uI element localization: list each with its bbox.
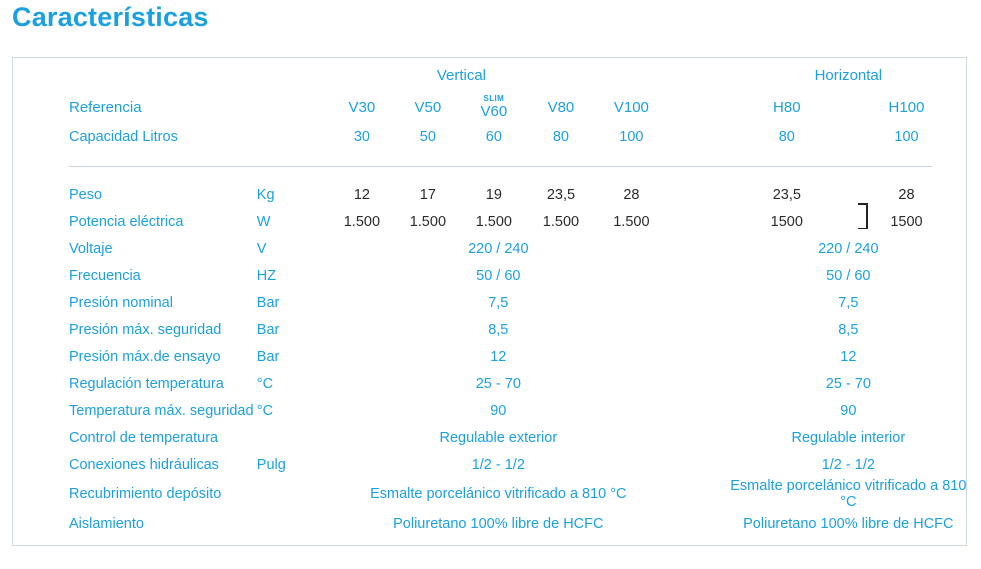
model-v30: V30 bbox=[348, 98, 376, 116]
table-row bbox=[13, 289, 968, 316]
cell-vertical-merged: 8,5 bbox=[488, 321, 509, 338]
model-v100: V100 bbox=[613, 98, 649, 116]
table-row bbox=[13, 397, 968, 424]
group-header-row bbox=[13, 58, 968, 92]
row-unit: V bbox=[256, 240, 267, 257]
cell-h100: 28 bbox=[898, 186, 915, 203]
row-label: Potencia eléctrica bbox=[69, 213, 184, 230]
cell-gap bbox=[668, 510, 728, 537]
cell-gap bbox=[668, 424, 728, 451]
row-unit: Bar bbox=[256, 294, 280, 311]
cell-vertical-merged: 220 / 240 bbox=[468, 240, 529, 257]
capacity-gap bbox=[668, 122, 728, 152]
capacity-row bbox=[13, 122, 968, 152]
row-label: Conexiones hidráulicas bbox=[69, 456, 219, 473]
row-unit: W bbox=[256, 213, 271, 230]
cell-h80: 1500 bbox=[770, 213, 803, 230]
capacity-label: Capacidad Litros bbox=[69, 129, 178, 145]
row-unit: Bar bbox=[256, 348, 280, 365]
row-label: Temperatura máx. seguridad bbox=[69, 402, 254, 419]
group-header-gap bbox=[668, 58, 728, 92]
slim-badge: SLIM bbox=[483, 93, 505, 103]
group-header-spacer-1 bbox=[328, 58, 395, 92]
row-label: Voltaje bbox=[69, 240, 113, 257]
table-row bbox=[13, 235, 968, 262]
spacer-cell-2 bbox=[13, 167, 968, 181]
row-label: Regulación temperatura bbox=[69, 375, 224, 392]
group-header-spacer-3 bbox=[594, 58, 668, 92]
cell-horizontal-merged: 12 bbox=[840, 348, 857, 365]
cell-horizontal-merged: 50 / 60 bbox=[826, 267, 871, 284]
table-row bbox=[13, 451, 968, 478]
cell-vertical-merged: Poliuretano 100% libre de HCFC bbox=[393, 515, 604, 532]
table-row bbox=[13, 424, 968, 451]
cell-horizontal-merged: 1/2 - 1/2 bbox=[821, 456, 875, 473]
cell-horizontal-merged: Poliuretano 100% libre de HCFC bbox=[743, 515, 954, 532]
capacity-h80: 80 bbox=[778, 129, 795, 145]
model-h80: H80 bbox=[773, 98, 801, 116]
row-label: Presión máx.de ensayo bbox=[69, 348, 221, 365]
row-unit: Bar bbox=[256, 321, 280, 338]
specifications-table bbox=[13, 58, 968, 537]
table-row bbox=[13, 478, 968, 510]
cell-v80: 23,5 bbox=[546, 186, 576, 203]
group-header-unit-empty bbox=[257, 58, 329, 92]
cell-vertical-merged: 90 bbox=[490, 402, 507, 419]
cell-vertical-merged: Esmalte porcelánico vitrificado a 810 °C bbox=[370, 486, 627, 502]
cell-gap bbox=[668, 343, 728, 370]
spacer-cell bbox=[13, 152, 968, 166]
spacer-after-divider bbox=[13, 167, 968, 181]
cell-horizontal-merged: 7,5 bbox=[838, 294, 859, 311]
capacity-v80: 80 bbox=[552, 129, 569, 145]
row-label: Presión máx. seguridad bbox=[69, 321, 222, 338]
cell-v30: 12 bbox=[353, 186, 370, 203]
row-unit bbox=[257, 424, 329, 451]
capacity-v30: 30 bbox=[353, 129, 370, 145]
cell-v60: 19 bbox=[485, 186, 502, 203]
row-label: Recubrimiento depósito bbox=[69, 486, 222, 502]
cell-v80: 1.500 bbox=[542, 213, 580, 230]
cell-h80: 23,5 bbox=[772, 186, 801, 203]
row-label: Aislamiento bbox=[69, 515, 144, 532]
cell-vertical-merged: 1/2 - 1/2 bbox=[471, 456, 525, 473]
cell-horizontal-merged: 220 / 240 bbox=[818, 240, 879, 257]
table-row bbox=[13, 208, 968, 235]
capacity-h100: 100 bbox=[894, 129, 919, 145]
cell-gap bbox=[668, 235, 728, 262]
reference-row bbox=[13, 92, 968, 122]
cell-vertical-merged: Regulable exterior bbox=[439, 429, 558, 446]
cell-vertical-merged: 50 / 60 bbox=[476, 267, 521, 284]
cell-gap bbox=[668, 289, 728, 316]
group-header-vertical: Vertical bbox=[436, 66, 487, 84]
cell-horizontal-merged: 90 bbox=[840, 402, 857, 419]
capacity-v100: 100 bbox=[619, 129, 644, 145]
cell-v30: 1.500 bbox=[343, 213, 381, 230]
cell-horizontal-merged: 8,5 bbox=[838, 321, 859, 338]
cell-v100: 28 bbox=[623, 186, 640, 203]
row-label: Frecuencia bbox=[69, 267, 141, 284]
cell-gap bbox=[668, 478, 728, 510]
cell-h100: 1500 bbox=[890, 213, 923, 230]
cell-v60: 1.500 bbox=[475, 213, 512, 230]
cell-horizontal-merged: Regulable interior bbox=[791, 429, 906, 446]
row-label: Control de temperatura bbox=[69, 429, 219, 446]
cell-v50: 17 bbox=[419, 186, 436, 203]
cell-gap bbox=[668, 451, 728, 478]
table-row bbox=[13, 343, 968, 370]
row-unit: Kg bbox=[256, 186, 275, 203]
table-row bbox=[13, 316, 968, 343]
specifications-panel bbox=[12, 57, 967, 546]
capacity-v50: 50 bbox=[419, 129, 436, 145]
reference-gap bbox=[668, 92, 728, 122]
row-label: Peso bbox=[69, 186, 103, 203]
reference-unit-empty bbox=[257, 92, 329, 122]
model-h100: H100 bbox=[888, 98, 925, 116]
cell-vertical-merged: 25 - 70 bbox=[475, 375, 521, 392]
cell-gap bbox=[668, 316, 728, 343]
model-v60 bbox=[460, 92, 527, 122]
row-unit: °C bbox=[256, 375, 274, 392]
cell-gap bbox=[668, 208, 728, 235]
cell-horizontal-merged: 25 - 70 bbox=[825, 375, 871, 392]
table-row bbox=[13, 510, 968, 537]
row-unit bbox=[257, 510, 329, 537]
group-header-spacer-2 bbox=[527, 58, 594, 92]
cell-vertical-merged: 7,5 bbox=[488, 294, 509, 311]
reference-label: Referencia bbox=[69, 98, 142, 116]
cell-horizontal-merged: Esmalte porcelánico vitrificado a 810 °C bbox=[730, 478, 967, 510]
model-v80: V80 bbox=[547, 98, 575, 116]
row-label: Presión nominal bbox=[69, 294, 173, 311]
row-unit: HZ bbox=[256, 267, 277, 284]
model-v60-label: V60 bbox=[480, 102, 508, 120]
cell-gap bbox=[668, 370, 728, 397]
model-v50: V50 bbox=[414, 98, 442, 116]
table-row bbox=[13, 370, 968, 397]
cell-v100: 1.500 bbox=[613, 213, 650, 230]
row-unit bbox=[257, 478, 329, 510]
row-unit: Pulg bbox=[256, 456, 286, 473]
cell-gap bbox=[668, 262, 728, 289]
table-row bbox=[13, 262, 968, 289]
cell-gap bbox=[668, 181, 728, 208]
row-unit: °C bbox=[256, 402, 274, 419]
group-header-horizontal: Horizontal bbox=[814, 66, 883, 84]
group-header-empty bbox=[13, 58, 257, 92]
capacity-v60: 60 bbox=[485, 129, 502, 145]
cell-v50: 1.500 bbox=[409, 213, 447, 230]
capacity-unit-empty bbox=[257, 122, 329, 152]
page-title: Características bbox=[12, 2, 209, 32]
table-row bbox=[13, 181, 968, 208]
cell-vertical-merged: 12 bbox=[490, 348, 507, 365]
cell-gap bbox=[668, 397, 728, 424]
spacer-before-divider bbox=[13, 152, 968, 166]
